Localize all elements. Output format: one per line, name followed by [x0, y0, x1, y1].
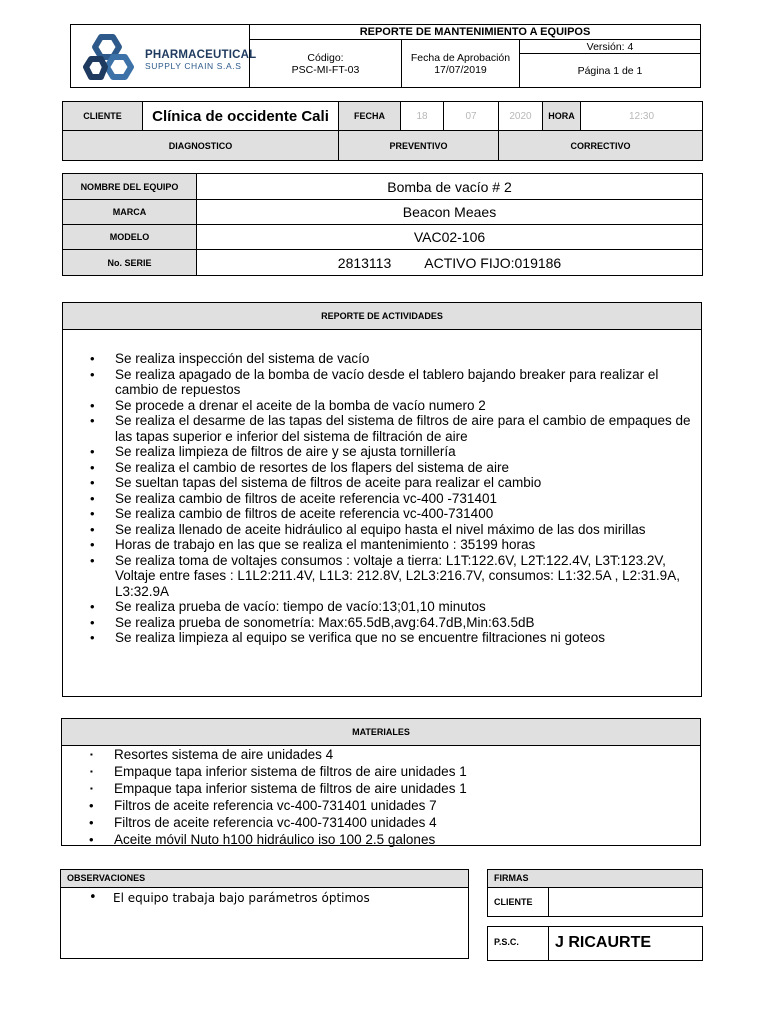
list-item: • Filtros de aceite referencia vc-400-731401 unidades 7	[62, 797, 700, 814]
list-item: • El equipo trabaja bajo parámetros óptimos	[61, 890, 468, 906]
list-item: ▪ Resortes sistema de aire unidades 4	[62, 746, 700, 763]
list-item: • Se realiza el desarme de las tapas del sistema de filtros de aire para el cambio de empaques de las tapas superior e inferior del sistema de filtración de aire	[63, 413, 701, 444]
observations-list	[61, 890, 468, 906]
model-label: MODELO	[63, 225, 197, 250]
equipment-name-label: NOMBRE DEL EQUIPO	[63, 174, 197, 200]
client-label: CLIENTE	[63, 102, 143, 131]
list-item: ▪ Empaque tapa inferior sistema de filtros de aire unidades 1	[62, 780, 700, 797]
client-signature-field[interactable]	[549, 888, 702, 916]
approval-value: 17/07/2019	[434, 63, 487, 76]
client-signature-label: CLIENTE	[488, 888, 549, 916]
activities-title: REPORTE DE ACTIVIDADES	[63, 303, 701, 330]
preventive-option: PREVENTIVO	[339, 131, 499, 161]
list-item: • Se realiza llenado de aceite hidráulico al equipo hasta el nivel máximo de las dos mirillas	[63, 522, 701, 538]
activities-list	[63, 351, 701, 646]
list-item: • Se procede a drenar el aceite de la bomba de vacío numero 2	[63, 398, 701, 414]
observations-title: OBSERVACIONES	[61, 870, 468, 888]
list-item: • Aceite móvil Nuto h100 hidráulico iso 100 2.5 galones	[62, 831, 700, 848]
list-item: ▪ Empaque tapa inferior sistema de filtros de aire unidades 1	[62, 763, 700, 780]
diagnostic-option: DIAGNOSTICO	[63, 131, 339, 161]
observations-box	[60, 869, 469, 959]
equipment-table	[62, 173, 703, 276]
brand-value: Beacon Meaes	[197, 200, 703, 225]
hour-value: 12:30	[581, 102, 703, 131]
signatures-block	[487, 869, 701, 959]
list-item: • Se realiza cambio de filtros de aceite referencia vc-400-731400	[63, 506, 701, 522]
serial-cell	[197, 250, 703, 276]
psc-signature-value: J RICAURTE	[555, 934, 652, 951]
code-label: Código:	[307, 51, 344, 64]
approval-label: Fecha de Aprobación	[410, 51, 511, 64]
document-title: REPORTE DE MANTENIMIENTO A EQUIPOS	[250, 25, 701, 40]
page-number: Página 1 de 1	[520, 54, 701, 88]
client-value: Clínica de occidente Cali	[143, 102, 339, 131]
corrective-option: CORRECTIVO	[499, 131, 703, 161]
list-item: • Se realiza prueba de sonometría: Max:65.5dB,avg:64.7dB,Min:63.5dB	[63, 615, 701, 631]
logo-subtitle: SUPPLY CHAIN S.A.S	[145, 61, 242, 71]
list-item: • Filtros de aceite referencia vc-400-731400 unidades 4	[62, 814, 700, 831]
list-item: • Se realiza inspección del sistema de vacío	[63, 351, 701, 367]
logo-mark-icon	[83, 31, 139, 83]
serial-label: No. SERIE	[63, 250, 197, 276]
list-item: • Se realiza cambio de filtros de aceite referencia vc-400 -731401	[63, 491, 701, 507]
list-item: • Horas de trabajo en las que se realiza el mantenimiento : 35199 horas	[63, 537, 701, 553]
company-logo	[83, 31, 257, 83]
version: Versión: 4	[520, 40, 701, 54]
hour-label: HORA	[543, 102, 581, 131]
asset-value: ACTIVO FIJO:019186	[424, 254, 562, 271]
activities-box	[62, 302, 702, 697]
date-year: 2020	[499, 102, 543, 131]
materials-list	[62, 746, 700, 848]
serial-value: 2813113	[337, 254, 392, 271]
document-header	[70, 24, 701, 88]
brand-label: MARCA	[63, 200, 197, 225]
date-month: 07	[444, 102, 499, 131]
model-value: VAC02-106	[197, 225, 703, 250]
code-cell	[250, 40, 402, 88]
date-day: 18	[401, 102, 444, 131]
signatures-top-box	[487, 869, 703, 917]
logo-cell	[71, 25, 257, 88]
date-label: FECHA	[339, 102, 401, 131]
list-item: • Se realiza toma de voltajes consumos : voltaje a tierra: L1T:122.6V, L2T:122.4V, L3T:123.2V, Voltaje entre fases : L1L2:211.4V, L1L3: 212.8V, L2L3:216.7V, consumos: L1:32.5A , L2:31.9A, L3:32.9A	[63, 553, 701, 600]
psc-signature-box	[487, 926, 703, 961]
signatures-title: FIRMAS	[488, 870, 702, 888]
materials-box	[61, 718, 701, 846]
client-table	[62, 101, 703, 161]
logo-name: PHARMACEUTICAL	[145, 49, 257, 61]
list-item: • Se realiza apagado de la bomba de vacío desde el tablero bajando breaker para realizar el cambio de repuestos	[63, 367, 701, 398]
equipment-name-value: Bomba de vacío # 2	[197, 174, 703, 200]
list-item: • Se realiza limpieza al equipo se verifica que no se encuentre filtraciones ni goteos	[63, 630, 701, 646]
list-item: • Se realiza limpieza de filtros de aire y se ajusta tornillería	[63, 444, 701, 460]
list-item: • Se realiza prueba de vacío: tiempo de vacío:13;01,10 minutos	[63, 599, 701, 615]
approval-cell	[402, 40, 520, 88]
list-item: • Se realiza el cambio de resortes de los flapers del sistema de aire	[63, 460, 701, 476]
code-value: PSC-MI-FT-03	[291, 63, 360, 76]
list-item: • Se sueltan tapas del sistema de filtros de aceite para realizar el cambio	[63, 475, 701, 491]
psc-signature-label: P.S.C.	[488, 927, 549, 960]
materials-title: MATERIALES	[62, 719, 700, 746]
